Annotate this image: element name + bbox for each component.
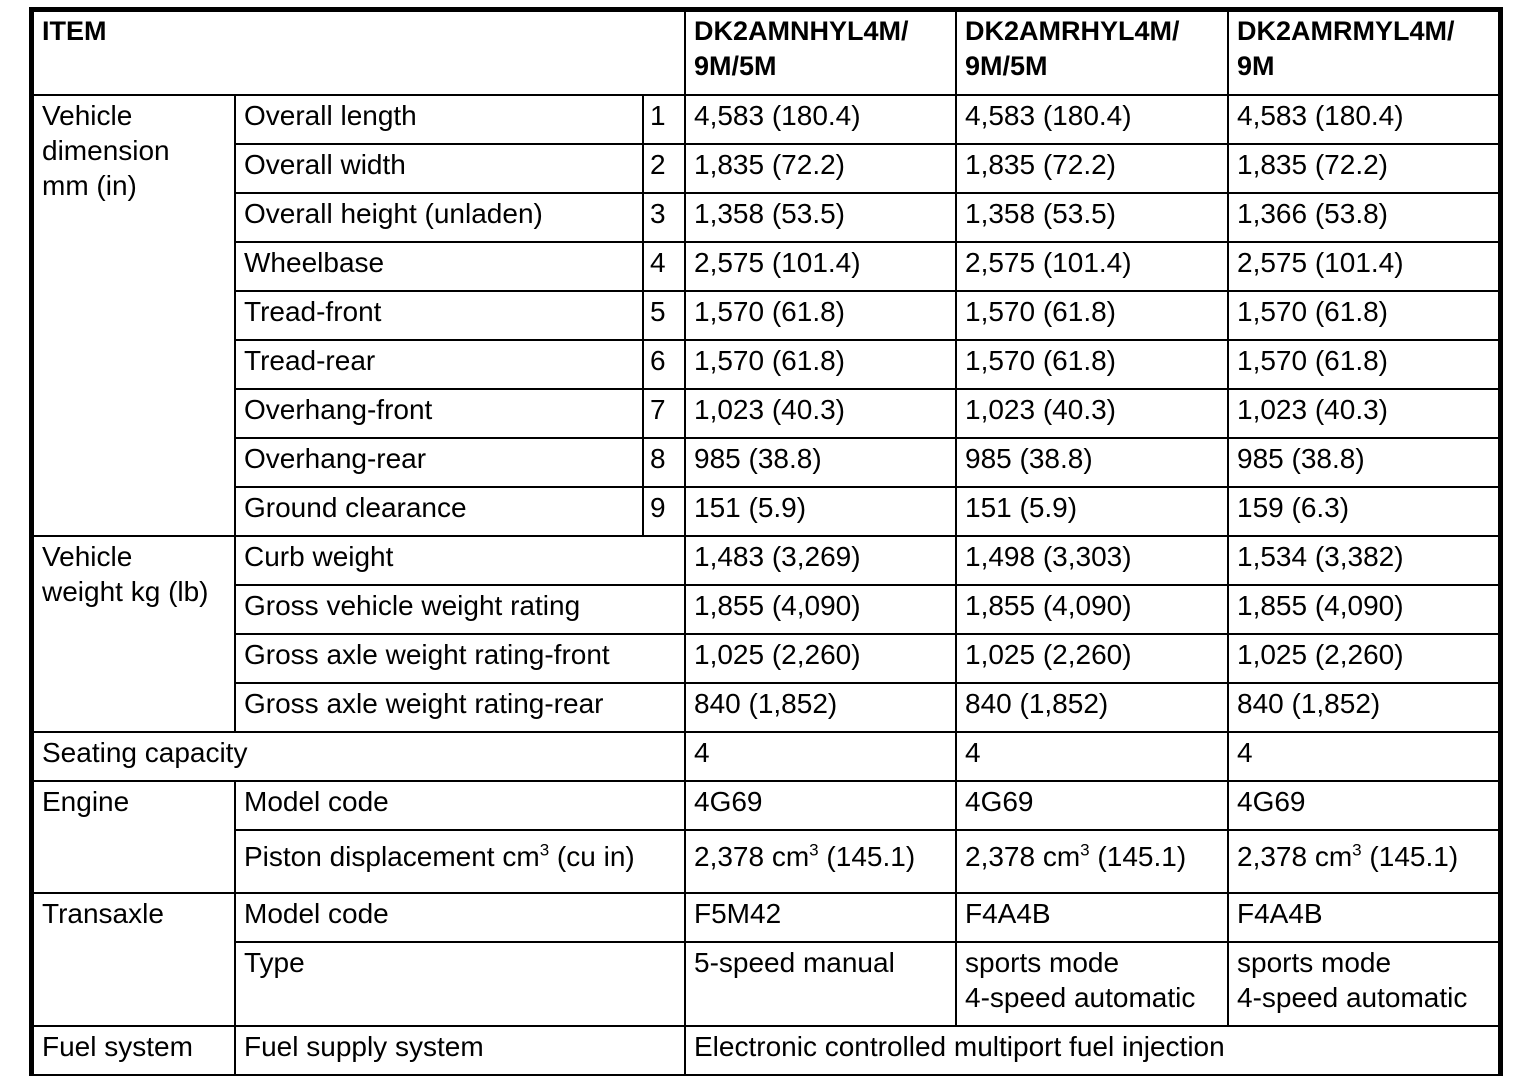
row-label: Gross vehicle weight rating <box>235 585 685 634</box>
row-label: Ground clearance <box>235 487 643 536</box>
table-row <box>33 830 1499 893</box>
row-number: 6 <box>643 340 685 389</box>
cell-value: 1,498 (3,303) <box>956 536 1228 585</box>
cell-value: 1,025 (2,260) <box>685 634 956 683</box>
table-row <box>33 193 1499 242</box>
model-code-line: DK2AMRMYL4M/ <box>1237 16 1455 46</box>
row-number: 3 <box>643 193 685 242</box>
category-vehicle-weight <box>33 536 235 732</box>
value-line: 4-speed automatic <box>1237 982 1468 1013</box>
cell-value <box>685 942 956 1026</box>
row-label <box>235 830 685 893</box>
label-text: (cu in) <box>549 841 635 872</box>
row-number: 7 <box>643 389 685 438</box>
table-row <box>33 389 1499 438</box>
row-label: Type <box>235 942 685 1026</box>
table-row <box>33 585 1499 634</box>
cell-value: 1,366 (53.8) <box>1228 193 1499 242</box>
cell-value <box>1228 830 1499 893</box>
value-text: 2,378 cm <box>965 841 1081 872</box>
row-label: Gross axle weight rating-rear <box>235 683 685 732</box>
cell-value: 1,570 (61.8) <box>685 340 956 389</box>
value-line: sports mode <box>965 947 1120 978</box>
cell-value: 2,575 (101.4) <box>956 242 1228 291</box>
cell-value: 1,570 (61.8) <box>1228 340 1499 389</box>
cell-value: 1,570 (61.8) <box>685 291 956 340</box>
row-label: Overhang-rear <box>235 438 643 487</box>
cell-value: 1,570 (61.8) <box>956 340 1228 389</box>
cell-value: 985 (38.8) <box>956 438 1228 487</box>
category-fuel-system: Fuel system <box>33 1026 235 1075</box>
superscript: 3 <box>1352 840 1362 860</box>
table-row <box>33 942 1499 1026</box>
table-row <box>33 683 1499 732</box>
cell-value: 1,025 (2,260) <box>1228 634 1499 683</box>
header-row <box>33 11 1499 95</box>
model-code-line: 9M/5M <box>965 51 1048 81</box>
cell-value: 4 <box>956 732 1228 781</box>
superscript: 3 <box>1080 840 1090 860</box>
category-vehicle-dimension <box>33 95 235 536</box>
table-row <box>33 1026 1499 1075</box>
cell-value: 1,570 (61.8) <box>1228 291 1499 340</box>
row-label: Overall height (unladen) <box>235 193 643 242</box>
model-code-line: 9M/5M <box>694 51 777 81</box>
cell-value <box>956 942 1228 1026</box>
category-line: dimension <box>42 135 170 166</box>
table-row <box>33 487 1499 536</box>
cell-value: 1,534 (3,382) <box>1228 536 1499 585</box>
cell-value: 2,575 (101.4) <box>685 242 956 291</box>
cell-value: F4A4B <box>1228 893 1499 942</box>
cell-value: 1,358 (53.5) <box>956 193 1228 242</box>
cell-value: 1,855 (4,090) <box>1228 585 1499 634</box>
row-label: Tread-front <box>235 291 643 340</box>
cell-value: 4,583 (180.4) <box>1228 95 1499 144</box>
cell-value: 1,483 (3,269) <box>685 536 956 585</box>
cell-value: 4 <box>1228 732 1499 781</box>
cell-value: 840 (1,852) <box>685 683 956 732</box>
cell-value: 151 (5.9) <box>685 487 956 536</box>
label-text: Piston displacement cm <box>244 841 540 872</box>
table-row <box>33 781 1499 830</box>
cell-value <box>1228 942 1499 1026</box>
cell-value: 1,855 (4,090) <box>956 585 1228 634</box>
table-row <box>33 536 1499 585</box>
cell-value: 985 (38.8) <box>685 438 956 487</box>
cell-value: 1,570 (61.8) <box>956 291 1228 340</box>
cell-value: 840 (1,852) <box>956 683 1228 732</box>
cell-value: F5M42 <box>685 893 956 942</box>
cell-value: 1,835 (72.2) <box>956 144 1228 193</box>
cell-value: 4,583 (180.4) <box>685 95 956 144</box>
superscript: 3 <box>539 840 550 860</box>
cell-value <box>685 830 956 893</box>
row-number: 4 <box>643 242 685 291</box>
value-text: (145.1) <box>1089 841 1187 872</box>
value-text: (145.1) <box>818 841 916 872</box>
category-line: weight kg (lb) <box>42 576 209 607</box>
value-line: 5-speed manual <box>694 947 895 978</box>
row-number: 9 <box>643 487 685 536</box>
superscript: 3 <box>809 840 819 860</box>
cell-value: 4G69 <box>1228 781 1499 830</box>
cell-value: 151 (5.9) <box>956 487 1228 536</box>
table-row <box>33 144 1499 193</box>
cell-value: Electronic controlled multiport fuel injection <box>685 1026 1499 1075</box>
row-label: Wheelbase <box>235 242 643 291</box>
table-row <box>33 95 1499 144</box>
model-header <box>956 11 1228 95</box>
table-row <box>33 893 1499 942</box>
cell-value: 1,023 (40.3) <box>956 389 1228 438</box>
cell-value: 1,855 (4,090) <box>685 585 956 634</box>
row-number: 5 <box>643 291 685 340</box>
cell-value: 1,835 (72.2) <box>1228 144 1499 193</box>
table-row <box>33 438 1499 487</box>
row-number: 8 <box>643 438 685 487</box>
cell-value: 1,025 (2,260) <box>956 634 1228 683</box>
cell-value: 985 (38.8) <box>1228 438 1499 487</box>
cell-value: 4 <box>685 732 956 781</box>
row-label: Curb weight <box>235 536 685 585</box>
row-label: Fuel supply system <box>235 1026 685 1075</box>
row-label: Seating capacity <box>33 732 685 781</box>
value-text: 2,378 cm <box>694 841 810 872</box>
cell-value: 4,583 (180.4) <box>956 95 1228 144</box>
row-number: 2 <box>643 144 685 193</box>
category-line: Vehicle <box>42 541 133 572</box>
value-line: sports mode <box>1237 947 1392 978</box>
cell-value: 159 (6.3) <box>1228 487 1499 536</box>
row-label: Overall width <box>235 144 643 193</box>
model-header <box>1228 11 1499 95</box>
item-header: ITEM <box>33 11 685 95</box>
cell-value: 1,835 (72.2) <box>685 144 956 193</box>
cell-value: 1,023 (40.3) <box>1228 389 1499 438</box>
table-row <box>33 732 1499 781</box>
model-code-line: DK2AMRHYL4M/ <box>965 16 1180 46</box>
cell-value: 2,575 (101.4) <box>1228 242 1499 291</box>
category-engine: Engine <box>33 781 235 893</box>
cell-value: 840 (1,852) <box>1228 683 1499 732</box>
value-line: 4-speed automatic <box>965 982 1196 1013</box>
row-number: 1 <box>643 95 685 144</box>
cell-value <box>956 830 1228 893</box>
model-header <box>685 11 956 95</box>
value-text: (145.1) <box>1361 841 1459 872</box>
vehicle-spec-table <box>32 10 1500 1076</box>
cell-value: F4A4B <box>956 893 1228 942</box>
table-row <box>33 340 1499 389</box>
row-label: Gross axle weight rating-front <box>235 634 685 683</box>
row-label: Model code <box>235 781 685 830</box>
table-row <box>33 634 1499 683</box>
row-label: Model code <box>235 893 685 942</box>
table-row <box>33 242 1499 291</box>
category-transaxle: Transaxle <box>33 893 235 1026</box>
table-row <box>33 291 1499 340</box>
cell-value: 1,023 (40.3) <box>685 389 956 438</box>
row-label: Tread-rear <box>235 340 643 389</box>
category-line: Vehicle <box>42 100 133 131</box>
model-code-line: 9M <box>1237 51 1275 81</box>
value-text: 2,378 cm <box>1237 841 1353 872</box>
row-label: Overall length <box>235 95 643 144</box>
cell-value: 4G69 <box>956 781 1228 830</box>
cell-value: 1,358 (53.5) <box>685 193 956 242</box>
category-line: mm (in) <box>42 170 137 201</box>
row-label: Overhang-front <box>235 389 643 438</box>
model-code-line: DK2AMNHYL4M/ <box>694 16 909 46</box>
cell-value: 4G69 <box>685 781 956 830</box>
